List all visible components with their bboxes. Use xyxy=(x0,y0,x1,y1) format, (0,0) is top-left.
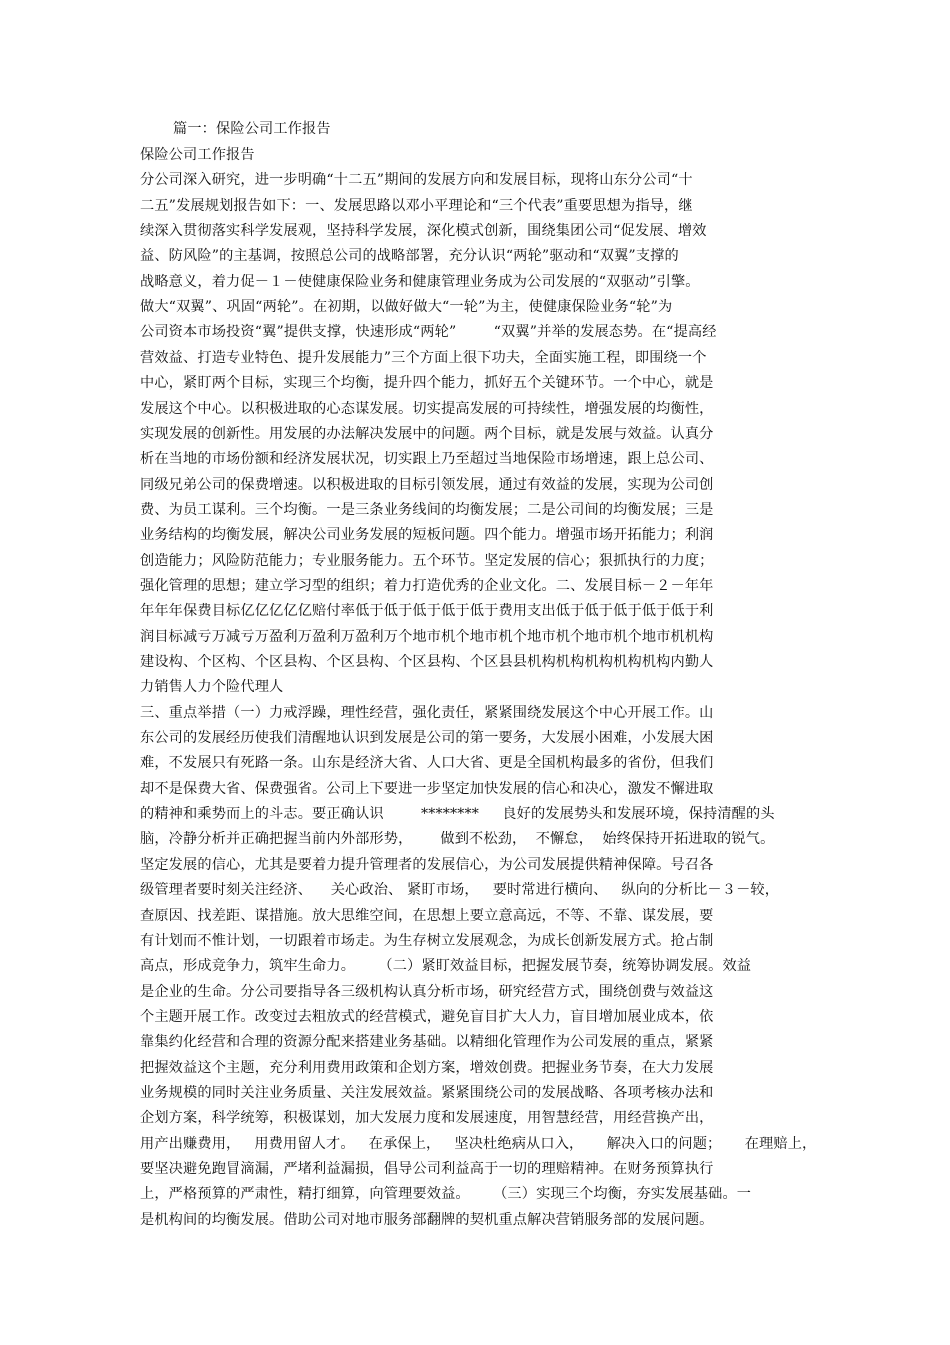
document-line: 业务结构的均衡发展，解决公司业务发展的短板问题。四个能力。增强市场开拓能力；利润 xyxy=(140,527,714,544)
document-line: 力销售人力个险代理人 xyxy=(140,679,284,696)
document-line: 建设构、个区构、个区县构、个区县构、个区县构、个区县县机构机构机构机构机构内勤人 xyxy=(140,654,714,670)
document-line: 是机构间的均衡发展。借助公司对地市服务部翻牌的契机重点解决营销服务部的发展问题。 xyxy=(140,1211,714,1228)
document-line: 年年年保费目标亿亿亿亿亿赔付率低于低于低于低于低于费用支出低于低于低于低于低于利 xyxy=(140,603,714,620)
document-line: 保险公司工作报告 xyxy=(140,147,255,163)
document-heading: 篇一：保险公司工作报告 xyxy=(173,121,331,137)
document-line: 同级兄弟公司的保费增速。以积极进取的目标引领发展，通过有效益的发展，实现为公司创 xyxy=(140,476,714,493)
document-line: 级管理者要时刻关注经济、 关心政治、 紧盯市场， 要时常进行横向、 纵向的分析比－３－较， xyxy=(140,882,780,899)
document-line: 析在当地的市场份额和经济发展状况，切实跟上乃至超过当地保险市场增速，跟上总公司、 xyxy=(140,451,714,468)
document-line: 分公司深入研究，进一步明确“十二五”期间的发展方向和发展目标，现将山东分公司“十 xyxy=(140,172,693,189)
document-line: 脑，冷静分析并正确把握当前内外部形势， 做到不松劲， 不懈怠， 始终保持开拓进取的锐气。 xyxy=(140,831,775,848)
document-line: 业务规模的同时关注业务质量、关注发展效益。紧紧围绕公司的发展战略、各项考核办法和 xyxy=(140,1084,714,1101)
document-line: 东公司的发展经历使我们清醒地认识到发展是公司的第一要务，大发展小困难，小发展大困 xyxy=(140,730,714,747)
document-line: 发展这个中心。以积极进取的心态谋发展。切实提高发展的可持续性，增强发展的均衡性， xyxy=(140,400,714,417)
document-line: 高点，形成竞争力，筑牢生命力。 （二）紧盯效益目标，把握发展节奏，统筹协调发展。效益 xyxy=(140,958,752,975)
document-line: 公司资本市场投资“翼”提供支撑，快速形成“两轮” “双翼”并举的发展态势。在“提高经 xyxy=(140,324,717,341)
document-line: 坚定发展的信心，尤其是要着力提升管理者的发展信心，为公司发展提供精神保障。号召各 xyxy=(140,856,714,873)
document-line: 个主题开展工作。改变过去粗放式的经营模式，避免盲目扩大人力，盲目增加展业成本，依 xyxy=(140,1008,714,1025)
document-line: 实现发展的创新性。用发展的办法解决发展中的问题。两个目标，就是发展与效益。认真分 xyxy=(140,425,714,442)
document-line: 润目标减亏万减亏万盈利万盈利万盈利万个地市机个地市机个地市机个地市机个地市机机构 xyxy=(140,628,714,645)
document-line: 强化管理的思想；建立学习型的组织；着力打造优秀的企业文化。二、发展目标－２－年年 xyxy=(140,577,714,594)
document-line: 却不是保费大省、保费强省。公司上下要进一步坚定加快发展的信心和决心，激发不懈进取 xyxy=(140,780,714,797)
document-line: 创造能力；风险防范能力；专业服务能力。五个环节。坚定发展的信心；狠抓执行的力度； xyxy=(140,552,714,569)
document-line: 二五”发展规划报告如下：一、发展思路以邓小平理论和“三个代表”重要思想为指导，继 xyxy=(140,197,693,214)
document-line: 企划方案，科学统筹，积极谋划，加大发展力度和发展速度，用智慧经营，用经营换产出， xyxy=(140,1110,714,1127)
document-line: 三、重点举措（一）力戒浮躁，理性经营，强化责任，紧紧围绕发展这个中心开展工作。山 xyxy=(140,704,714,721)
document-line: 续深入贯彻落实科学发展观，坚持科学发展，深化模式创新，围绕集团公司“促发展、增效 xyxy=(140,223,707,240)
document-line: 难，不发展只有死路一条。山东是经济大省、人口大省、更是全国机构最多的省份，但我们 xyxy=(140,755,714,772)
document-line: 费、为员工谋利。三个均衡。一是三条业务线间的均衡发展；二是公司间的均衡发展；三是 xyxy=(140,501,714,518)
document-line: 有计划而不惟计划，一切跟着市场走。为生存树立发展观念，为成长创新发展方式。抢占制 xyxy=(140,932,714,949)
document-line: 把握效益这个主题，充分利用费用政策和企划方案，增效创费。把握业务节奏，在大力发展 xyxy=(140,1059,714,1076)
document-line: 用产出赚费用， 用费用留人才。 在承保上， 坚决杜绝病从口入， 解决入口的问题； 在理赔上， xyxy=(140,1135,817,1152)
document-line: 的精神和乘势而上的斗志。要正确认识 ******** 良好的发展势头和发展环境，保持清醒的头 xyxy=(140,806,775,823)
document-line: 是企业的生命。分公司要指导各三级机构认真分析市场，研究经营方式，围绕创费与效益这 xyxy=(140,983,714,1000)
document-line: 做大“双翼”、巩固“两轮”。在初期，以做好做大“一轮”为主，使健康保险业务“轮”为 xyxy=(140,299,673,316)
document-line: 益、防风险”的主基调，按照总公司的战略部署，充分认识“两轮”驱动和“双翼”支撑的 xyxy=(140,248,679,265)
document-line: 要坚决避免跑冒滴漏，严堵利益漏损，倡导公司利益高于一切的理赔精神。在财务预算执行 xyxy=(140,1161,714,1177)
document-line: 查原因、找差距、谋措施。放大思维空间，在思想上要立意高远，不等、不靠、谋发展，要 xyxy=(140,907,714,924)
document-line: 中心，紧盯两个目标，实现三个均衡，提升四个能力，抓好五个关键环节。一个中心，就是 xyxy=(140,375,714,392)
document-line: 上，严格预算的严肃性，精打细算，向管理要效益。 （三）实现三个均衡，夯实发展基础。一 xyxy=(140,1186,752,1203)
document-line: 营效益、打造专业特色、提升发展能力”三个方面上很下功夫，全面实施工程，即围绕一个 xyxy=(140,349,707,366)
document-line: 靠集约化经营和合理的资源分配来搭建业务基础。以精细化管理作为公司发展的重点，紧紧 xyxy=(140,1034,714,1051)
document-line: 战略意义，着力促－１－使健康保险业务和健康管理业务成为公司发展的“双驱动”引擎。 xyxy=(140,273,700,290)
